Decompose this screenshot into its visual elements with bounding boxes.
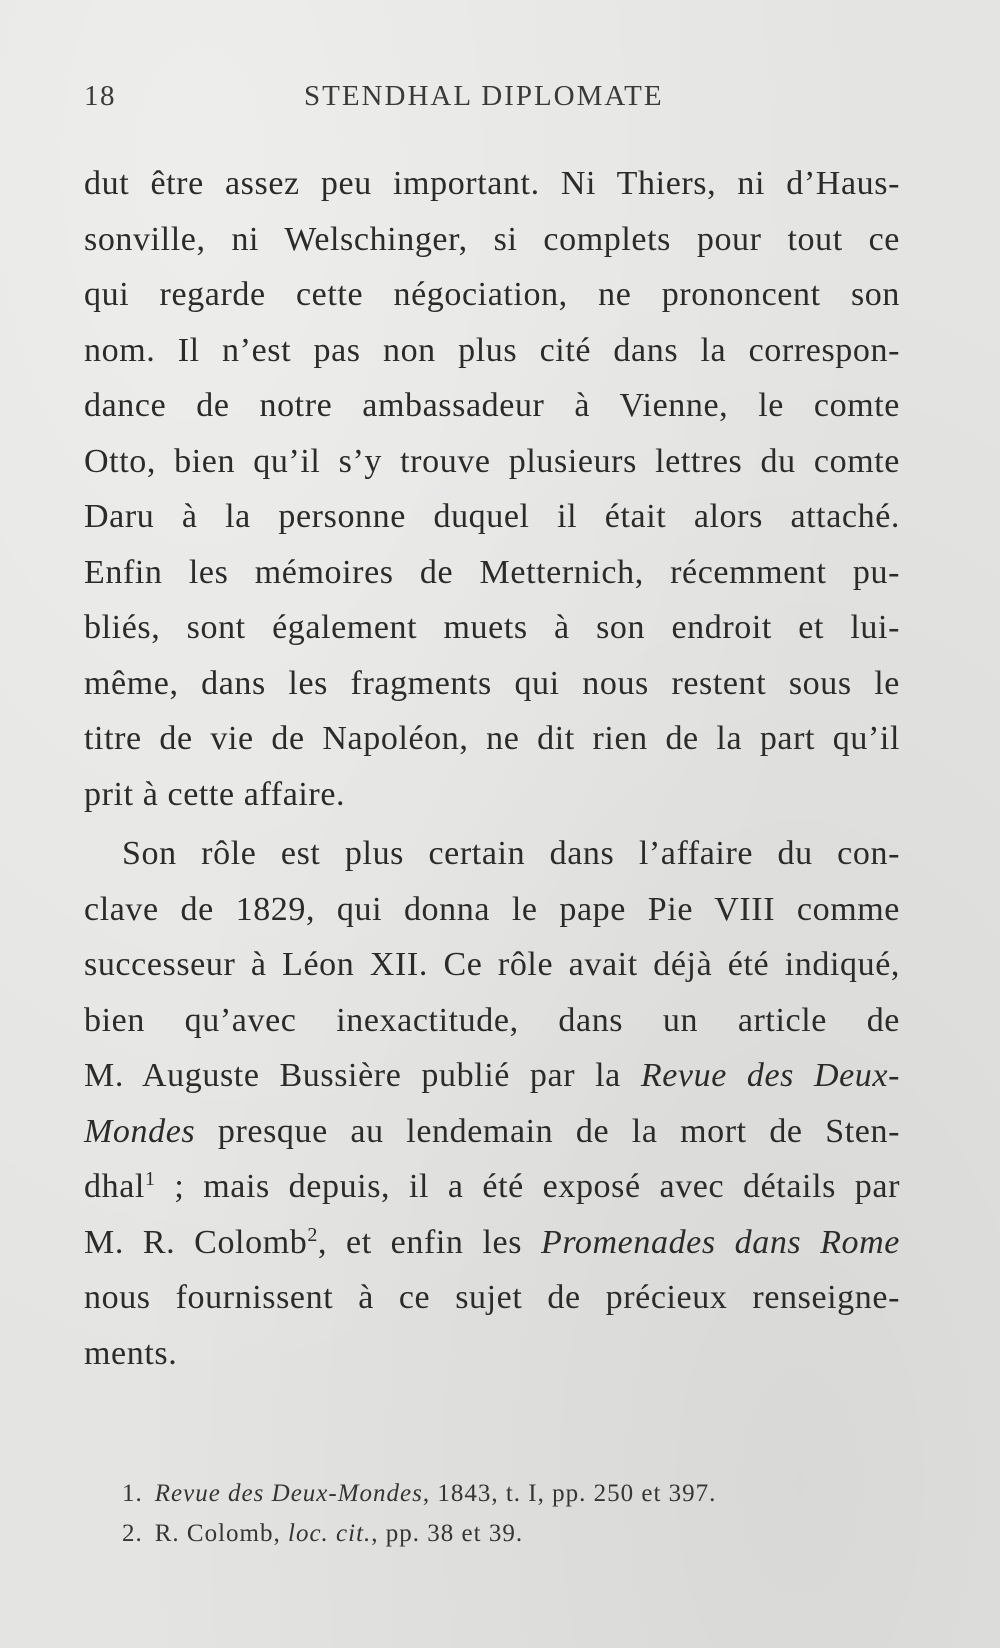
text-line: qui regarde cette négociation, ne prononcent son <box>84 276 900 313</box>
text-run: presque au lendemain de la mort de Sten- <box>195 1112 900 1150</box>
footnote-number: 2. <box>122 1520 143 1547</box>
page-number: 18 <box>84 80 116 112</box>
text-line: titre de vie de Napoléon, ne dit rien de la part qu’il <box>84 720 900 757</box>
footnote-title: Revue des Deux-Mondes <box>154 1480 423 1507</box>
text-line <box>84 1104 900 1160</box>
text-run: dhal <box>84 1168 145 1205</box>
text-line: nous fournissent à ce sujet de précieux renseigne- <box>84 1279 900 1316</box>
footnotes <box>122 1474 902 1554</box>
text-line: successeur à Léon XII. Ce rôle avait déjà été indiqué, <box>84 946 900 983</box>
text-line: clave de 1829, qui donna le pape Pie VIII comme <box>84 890 900 928</box>
text-run: M. Auguste Bussière publié par la <box>84 1057 641 1094</box>
text-line: Otto, bien qu’il s’y trouve plusieurs lettres du comte <box>84 442 900 480</box>
journal-title: Revue des Deux- <box>640 1057 901 1094</box>
text-line: même, dans les fragments qui nous restent sous le <box>84 664 900 702</box>
text-line: bien qu’avec inexactitude, dans un article de <box>84 1001 900 1039</box>
text-run: ; mais depuis, il a été exposé avec détails par <box>155 1168 900 1205</box>
text-line: Daru à la personne duquel il était alors attaché. <box>84 498 900 535</box>
page-header <box>84 80 900 120</box>
footnote-ref: 1 <box>144 1168 156 1190</box>
footnote-number: 1. <box>122 1480 143 1507</box>
footnote-ref: 2 <box>307 1223 318 1246</box>
text-line: nom. Il n’est pas non plus cité dans la correspon- <box>84 331 900 369</box>
text-line <box>84 1215 900 1271</box>
footnote-text: R. Colomb, <box>154 1520 288 1547</box>
footnote-title: loc. cit. <box>288 1520 372 1547</box>
text-line: prit à cette affaire. <box>84 775 346 813</box>
paragraph-1 <box>84 156 900 822</box>
text-line <box>84 1048 900 1104</box>
text-line: Enfin les mémoires de Metternich, récemment pu- <box>84 553 900 591</box>
footnote <box>122 1474 902 1514</box>
text-run: M. R. Colomb <box>84 1223 308 1261</box>
footnote-text: , 1843, t. I, pp. 250 et 397. <box>422 1480 717 1507</box>
journal-title: Mondes <box>84 1112 196 1150</box>
text-line <box>84 1159 900 1215</box>
text-line: bliés, sont également muets à son endroit et lui- <box>84 609 900 646</box>
text-line: dut être assez peu important. Ni Thiers, ni d’Haus- <box>84 165 900 202</box>
paragraph-2 <box>84 826 900 1381</box>
body-text <box>84 156 900 1381</box>
footnote <box>122 1514 902 1554</box>
text-line: Son rôle est plus certain dans l’affaire du con- <box>122 835 900 872</box>
text-line: ments. <box>84 1334 178 1372</box>
text-line: dance de notre ambassadeur à Vienne, le comte <box>84 387 900 424</box>
footnote-text: , pp. 38 et 39. <box>371 1520 524 1547</box>
text-line: sonville, ni Welschinger, si complets pour tout ce <box>84 220 900 258</box>
running-title: STENDHAL DIPLOMATE <box>304 80 664 112</box>
book-title: Promenades dans Rome <box>540 1223 901 1261</box>
text-run: , et enfin les <box>317 1223 541 1261</box>
